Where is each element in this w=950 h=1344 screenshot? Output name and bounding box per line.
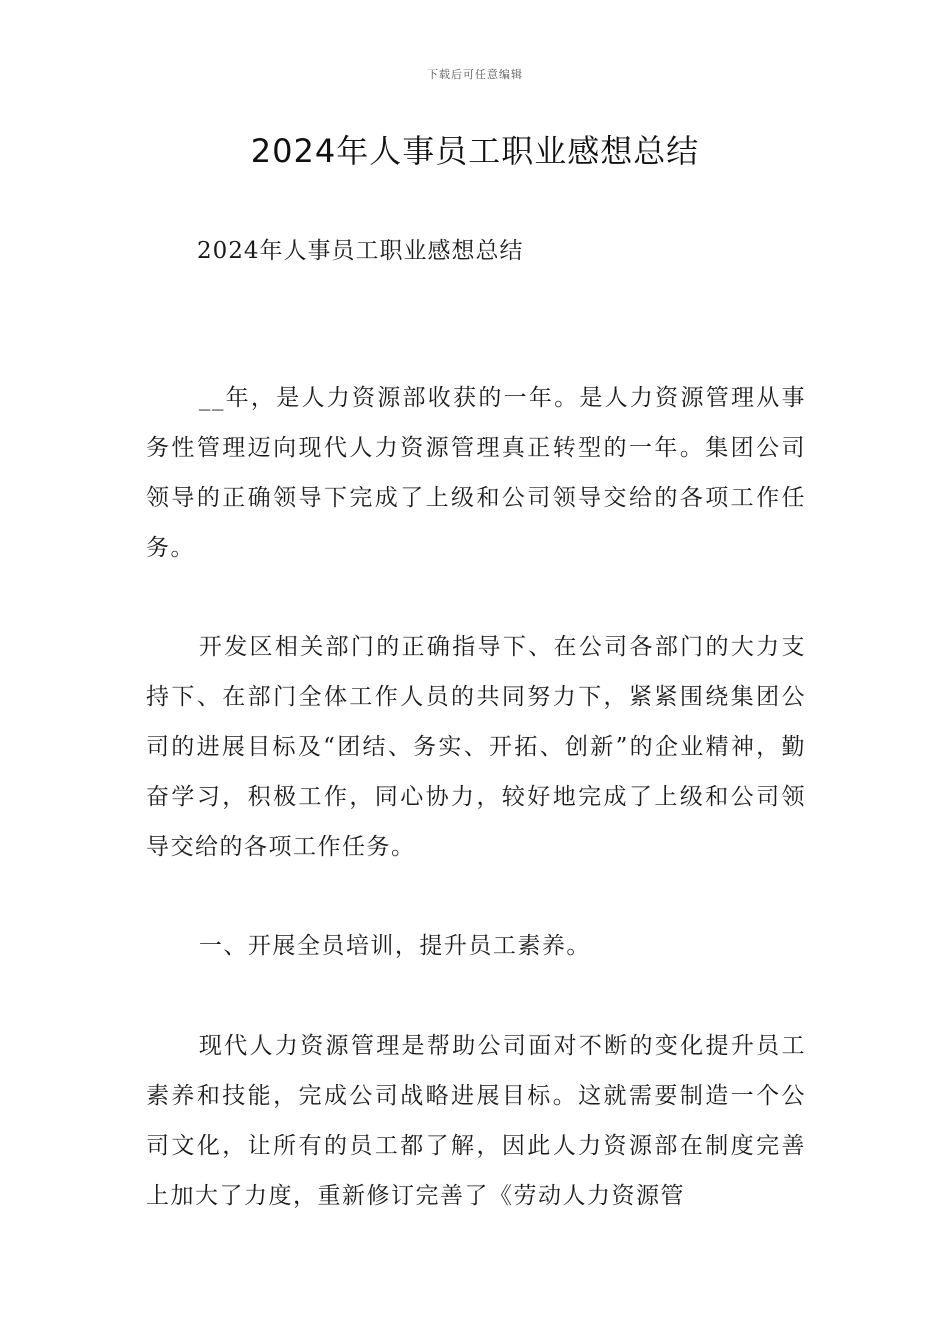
header-note: 下载后可任意编辑 — [427, 68, 523, 81]
paragraph-training: 现代人力资源管理是帮助公司面对不断的变化提升员工素养和技能，完成公司战略进展目标。这就需要制造一个公司文化，让所有的员工都了解，因此人力资源部在制度完善上加大了力度，重新修订完善了《劳动人力资源管 — [146, 1033, 806, 1209]
document-subtitle: 2024年人事员工职业感想总结 — [197, 238, 524, 264]
paragraph-intro: __年，是人力资源部收获的一年。是人力资源管理从事务性管理迈向现代人力资源管理真正转型的一年。集团公司领导的正确领导下完成了上级和公司领导交给的各项工作任务。 — [146, 385, 806, 561]
document-title: 2024年人事员工职业感想总结 — [250, 132, 700, 170]
section-heading-training: 一、开展全员培训，提升员工素养。 — [198, 933, 591, 959]
paragraph-support: 开发区相关部门的正确指导下、在公司各部门的大力支持下、在部门全体工作人员的共同努力下，紧紧围绕集团公司的进展目标及“团结、务实、开拓、创新”的企业精神，勤奋学习，积极工作，同心协力，较好地完成了上级和公司领导交给的各项工作任务。 — [146, 634, 806, 860]
